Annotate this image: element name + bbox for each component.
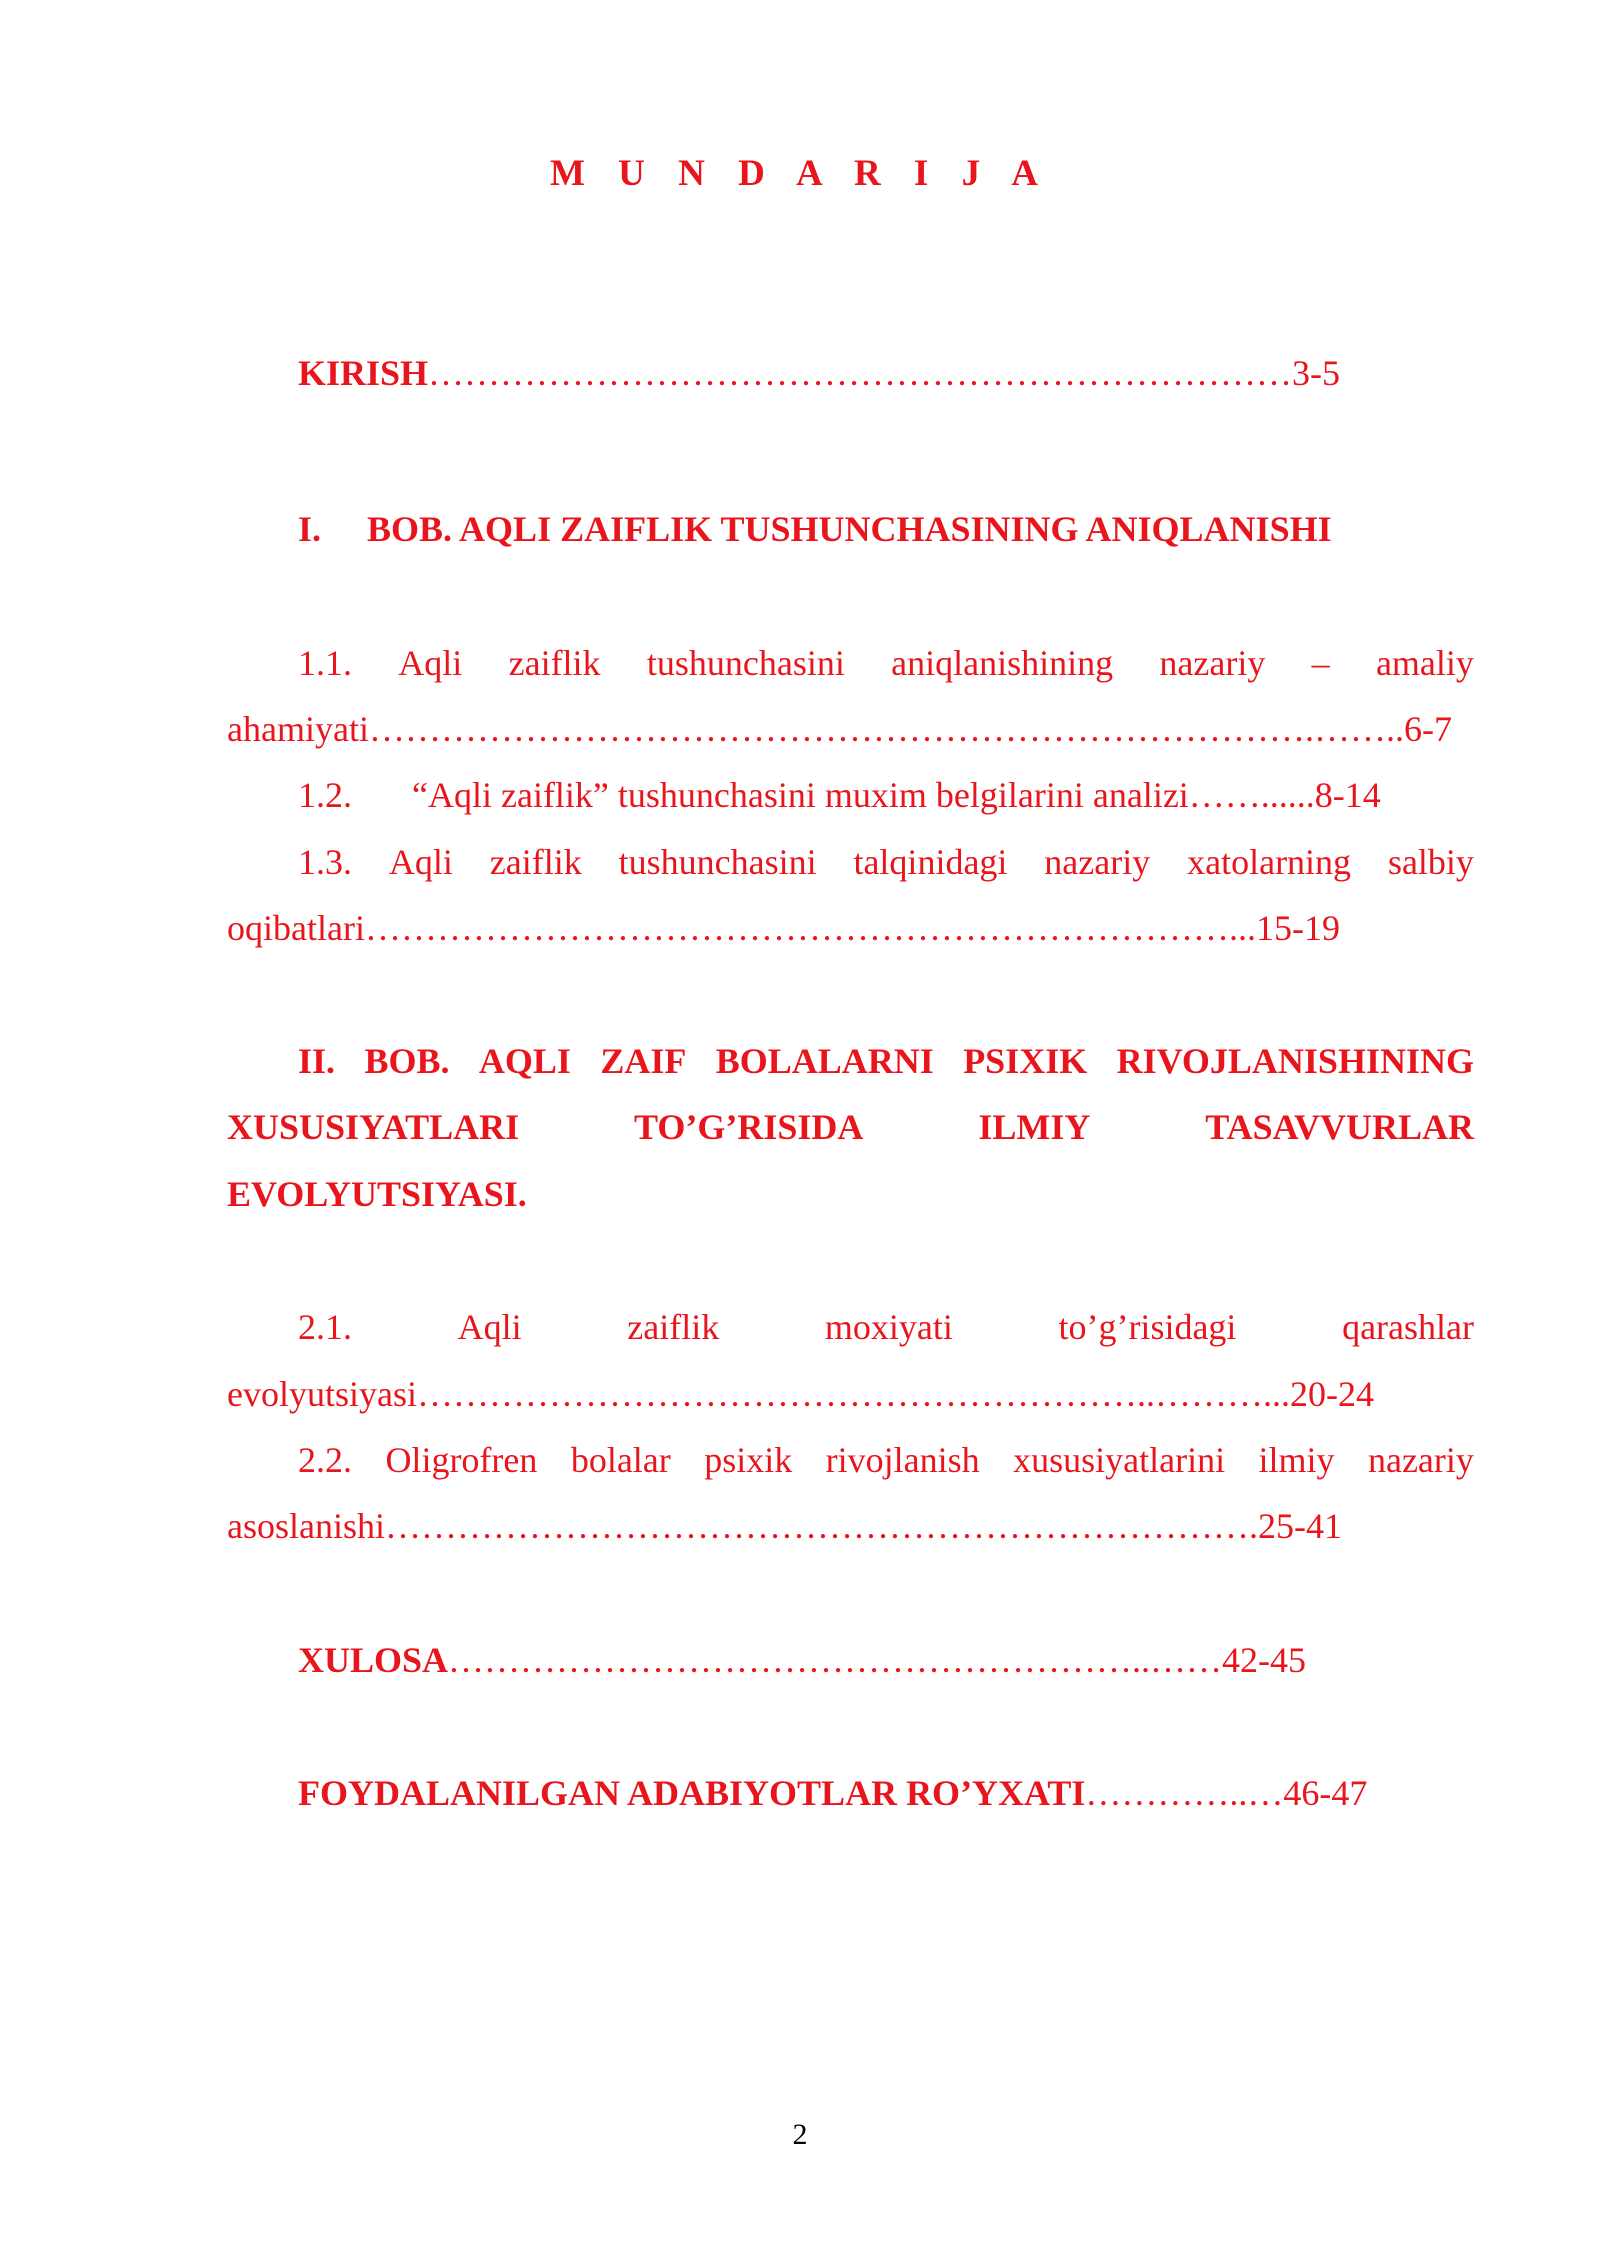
toc-entry-1-3-line2	[227, 906, 1340, 950]
toc-word: nazariy	[1159, 643, 1266, 683]
chapter-2-word: PSIXIK	[963, 1041, 1088, 1081]
toc-page-range: 3-5	[1292, 353, 1341, 393]
chapter-2-word: TO’G’RISIDA	[634, 1107, 864, 1147]
toc-word: Oligrofren	[385, 1440, 538, 1480]
toc-page-range: 15-19	[1255, 908, 1340, 948]
toc-references-label: FOYDALANILGAN ADABIYOTLAR RO’YXATI	[298, 1773, 1086, 1813]
toc-entry-1-2	[298, 773, 1381, 817]
toc-item-number: 2.2.	[298, 1440, 352, 1480]
toc-entry-2-2-line2	[227, 1504, 1342, 1548]
toc-entry-1-1-line1	[298, 641, 1474, 685]
toc-entry-references	[298, 1771, 1367, 1815]
toc-word: qarashlar	[1342, 1307, 1474, 1347]
chapter-1-heading	[298, 507, 1332, 551]
toc-word: Aqli	[388, 842, 453, 882]
toc-word: Aqli	[398, 643, 463, 683]
toc-word: to’g’risidagi	[1058, 1307, 1237, 1347]
chapter-2-word: TASAVVURLAR	[1205, 1107, 1474, 1147]
toc-page-range: 8-14	[1314, 775, 1381, 815]
toc-page-range: 20-24	[1289, 1374, 1374, 1414]
toc-page-range: 6-7	[1403, 709, 1452, 749]
toc-word: talqinidagi	[853, 842, 1008, 882]
toc-entry-1-3-line1	[298, 840, 1474, 884]
toc-word: xususiyatlarini	[1013, 1440, 1226, 1480]
toc-entry-2-2-line1	[298, 1438, 1474, 1482]
chapter-2-word: BOB.	[364, 1041, 450, 1081]
chapter-2-word: XUSUSIYATLARI	[227, 1107, 520, 1147]
toc-word: zaiflik	[508, 643, 601, 683]
toc-leader-dots: ……………………………………………………………….	[385, 1506, 1258, 1546]
toc-leader-dots: …………………………………………………………………….……..	[368, 709, 1404, 749]
toc-continuation: oqibatlari	[227, 908, 365, 948]
toc-word: bolalar	[570, 1440, 671, 1480]
toc-item-number: 2.1.	[298, 1307, 352, 1347]
toc-word: Aqli	[457, 1307, 522, 1347]
toc-continuation: ahamiyati	[227, 709, 369, 749]
toc-word: nazariy	[1367, 1440, 1474, 1480]
toc-word: zaiflik	[627, 1307, 720, 1347]
chapter-2-word: AQLI	[478, 1041, 571, 1081]
chapter-2-word: II.	[298, 1041, 336, 1081]
toc-leader-dots: ………………………………………………………………...	[364, 908, 1256, 948]
toc-entry-1-1-line2	[227, 707, 1452, 751]
chapter-2-heading-line1	[298, 1039, 1474, 1083]
toc-word: tushunchasini	[646, 643, 845, 683]
chapter-2-word: ILMIY	[978, 1107, 1091, 1147]
toc-item-number: 1.2.	[298, 775, 352, 815]
toc-leader-dots: ………………………………………………………………	[428, 353, 1293, 393]
toc-entry-kirish	[298, 351, 1340, 395]
toc-entry-2-1-line1	[298, 1305, 1474, 1349]
toc-page-range: 42-45	[1222, 1640, 1307, 1680]
toc-word: zaiflik	[489, 842, 582, 882]
toc-item-number: 1.3.	[298, 842, 352, 882]
chapter-2-heading-line2	[227, 1105, 1474, 1149]
toc-kirish-label: KIRISH	[298, 353, 429, 393]
toc-item-number: 1.1.	[298, 643, 352, 683]
toc-word: –	[1311, 643, 1330, 683]
chapter-2-heading-line3: EVOLYUTSIYASI.	[227, 1174, 527, 1214]
toc-leader-dots: ……......	[1188, 775, 1315, 815]
page-number: 2	[792, 2118, 808, 2151]
chapter-1-title: BOB. AQLI ZAIFLIK TUSHUNCHASINING ANIQLANISHI	[367, 509, 1332, 549]
chapter-2-word: BOLALARNI	[715, 1041, 934, 1081]
toc-word: rivojlanish	[825, 1440, 980, 1480]
toc-word: aniqlanishining	[891, 643, 1114, 683]
chapter-1-number: I.	[298, 509, 322, 549]
toc-word: tushunchasini	[618, 842, 817, 882]
toc-continuation: evolyutsiyasi	[227, 1374, 417, 1414]
toc-entry-xulosa	[298, 1638, 1306, 1682]
toc-word: nazariy	[1044, 842, 1151, 882]
toc-leader-dots: …………………………………………………..……	[448, 1640, 1223, 1680]
toc-word: ilmiy	[1258, 1440, 1335, 1480]
toc-page-range: 46-47	[1283, 1773, 1368, 1813]
toc-item-text: “Aqli zaiflik” tushunchasini muxim belgilarini analizi	[412, 775, 1189, 815]
toc-word: salbiy	[1387, 842, 1474, 882]
toc-leader-dots: ……………………………………………………..………...	[416, 1374, 1290, 1414]
toc-entry-2-1-line2	[227, 1372, 1374, 1416]
toc-xulosa-label: XULOSA	[298, 1640, 449, 1680]
toc-continuation: asoslanishi	[227, 1506, 385, 1546]
toc-word: xatolarning	[1187, 842, 1352, 882]
toc-word: amaliy	[1375, 643, 1474, 683]
toc-word: moxiyati	[824, 1307, 953, 1347]
page-title: M U N D A R I J A	[549, 153, 1051, 194]
chapter-2-word: RIVOJLANISHINING	[1116, 1041, 1474, 1081]
chapter-2-word: ZAIF	[600, 1041, 687, 1081]
toc-page-range: 25-41	[1258, 1506, 1342, 1546]
toc-word: psixik	[704, 1440, 793, 1480]
toc-leader-dots: …………..…	[1085, 1773, 1284, 1813]
